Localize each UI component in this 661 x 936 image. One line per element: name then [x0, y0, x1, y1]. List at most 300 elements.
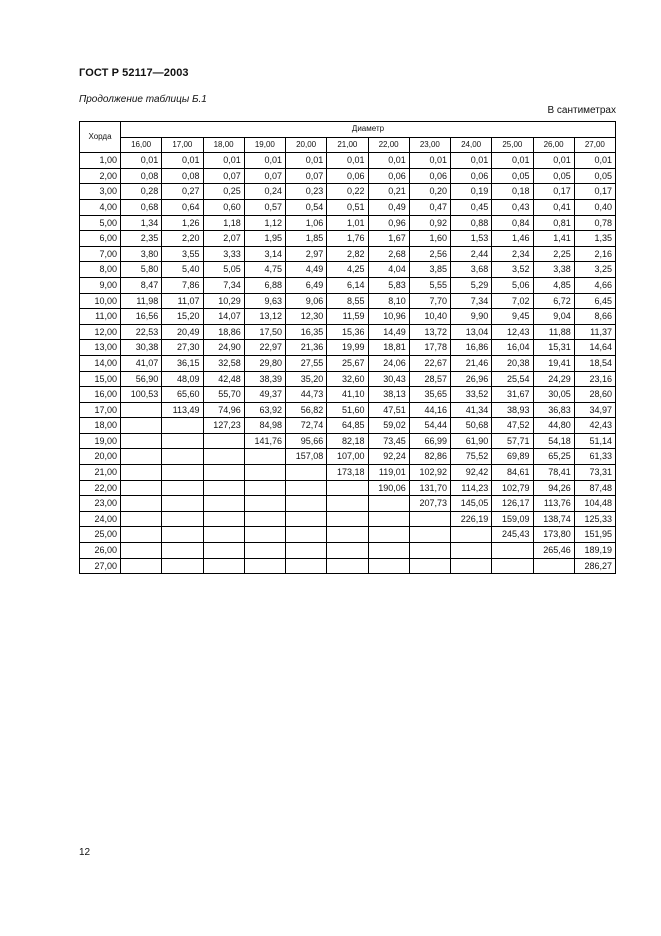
table-cell [244, 496, 285, 512]
table-cell: 9,63 [244, 293, 285, 309]
chord-value: 19,00 [80, 433, 121, 449]
table-cell [451, 558, 492, 574]
table-cell: 5,80 [121, 262, 162, 278]
table-cell [244, 558, 285, 574]
chord-diameter-table [79, 121, 616, 574]
table-cell: 16,86 [451, 340, 492, 356]
table-cell: 173,80 [533, 527, 574, 543]
table-cell: 6,14 [327, 277, 368, 293]
table-cell [286, 465, 327, 481]
table-cell: 100,53 [121, 387, 162, 403]
table-cell: 5,29 [451, 277, 492, 293]
table-cell: 42,48 [203, 371, 244, 387]
table-row [80, 309, 616, 325]
diameter-value: 26,00 [533, 137, 574, 153]
table-row [80, 262, 616, 278]
table-cell: 2,07 [203, 231, 244, 247]
table-row [80, 277, 616, 293]
table-cell [451, 543, 492, 559]
table-body [80, 153, 616, 574]
table-row [80, 355, 616, 371]
table-cell: 2,35 [121, 231, 162, 247]
table-cell: 54,44 [409, 418, 450, 434]
table-cell: 35,20 [286, 371, 327, 387]
table-cell: 92,42 [451, 465, 492, 481]
diameter-value: 19,00 [244, 137, 285, 153]
table-cell [492, 558, 533, 574]
table-cell [409, 543, 450, 559]
table-cell: 0,06 [327, 168, 368, 184]
table-cell: 14,49 [368, 324, 409, 340]
table-cell: 24,90 [203, 340, 244, 356]
chord-value: 6,00 [80, 231, 121, 247]
table-cell: 36,83 [533, 402, 574, 418]
page-number: 12 [79, 847, 91, 858]
table-cell: 16,56 [121, 309, 162, 325]
table-cell [286, 496, 327, 512]
table-cell: 190,06 [368, 480, 409, 496]
table-cell: 141,76 [244, 433, 285, 449]
table-cell [533, 558, 574, 574]
chord-value: 7,00 [80, 246, 121, 262]
table-row [80, 465, 616, 481]
table-cell [286, 543, 327, 559]
table-row [80, 168, 616, 184]
table-cell: 0,64 [162, 199, 203, 215]
table-cell: 1,46 [492, 231, 533, 247]
table-cell: 8,10 [368, 293, 409, 309]
table-cell [327, 527, 368, 543]
table-cell: 4,25 [327, 262, 368, 278]
table-cell: 4,66 [574, 277, 615, 293]
table-cell: 11,59 [327, 309, 368, 325]
table-row [80, 527, 616, 543]
table-cell: 61,33 [574, 449, 615, 465]
table-cell [286, 511, 327, 527]
table-cell: 11,37 [574, 324, 615, 340]
table-cell: 0,60 [203, 199, 244, 215]
table-cell: 113,49 [162, 402, 203, 418]
table-cell: 3,25 [574, 262, 615, 278]
table-cell: 64,85 [327, 418, 368, 434]
table-cell: 65,60 [162, 387, 203, 403]
table-cell: 0,01 [244, 153, 285, 169]
table-cell [121, 465, 162, 481]
table-cell: 3,80 [121, 246, 162, 262]
table-cell: 41,34 [451, 402, 492, 418]
table-cell: 4,04 [368, 262, 409, 278]
table-cell: 138,74 [533, 511, 574, 527]
diameter-value: 22,00 [368, 137, 409, 153]
table-cell [162, 511, 203, 527]
diameter-values-row [80, 137, 616, 153]
table-cell [203, 465, 244, 481]
table-cell: 12,30 [286, 309, 327, 325]
table-cell: 2,16 [574, 246, 615, 262]
table-cell: 65,25 [533, 449, 574, 465]
table-cell: 1,18 [203, 215, 244, 231]
table-cell [327, 558, 368, 574]
table-cell: 0,25 [203, 184, 244, 200]
chord-value: 10,00 [80, 293, 121, 309]
table-cell: 56,82 [286, 402, 327, 418]
table-cell: 6,88 [244, 277, 285, 293]
chord-value: 20,00 [80, 449, 121, 465]
table-cell: 1,76 [327, 231, 368, 247]
table-cell: 9,90 [451, 309, 492, 325]
table-cell: 25,54 [492, 371, 533, 387]
table-row [80, 387, 616, 403]
chord-value: 16,00 [80, 387, 121, 403]
table-cell: 0,17 [574, 184, 615, 200]
table-cell: 41,10 [327, 387, 368, 403]
table-cell: 145,05 [451, 496, 492, 512]
table-cell: 15,31 [533, 340, 574, 356]
chord-value: 2,00 [80, 168, 121, 184]
table-cell: 28,60 [574, 387, 615, 403]
table-cell [121, 496, 162, 512]
table-cell: 42,43 [574, 418, 615, 434]
table-cell: 9,45 [492, 309, 533, 325]
table-cell: 0,01 [451, 153, 492, 169]
table-cell: 126,17 [492, 496, 533, 512]
table-cell: 11,07 [162, 293, 203, 309]
table-cell: 47,52 [492, 418, 533, 434]
diameter-value: 18,00 [203, 137, 244, 153]
table-cell: 33,52 [451, 387, 492, 403]
table-cell: 82,86 [409, 449, 450, 465]
table-cell: 102,92 [409, 465, 450, 481]
chord-value: 11,00 [80, 309, 121, 325]
chord-value: 1,00 [80, 153, 121, 169]
table-cell: 125,33 [574, 511, 615, 527]
table-cell [121, 402, 162, 418]
table-cell: 5,06 [492, 277, 533, 293]
chord-value: 14,00 [80, 355, 121, 371]
table-cell [244, 480, 285, 496]
diameter-value: 16,00 [121, 137, 162, 153]
table-cell [162, 449, 203, 465]
table-cell: 34,97 [574, 402, 615, 418]
table-cell: 75,52 [451, 449, 492, 465]
table-cell: 5,83 [368, 277, 409, 293]
table-cell: 113,76 [533, 496, 574, 512]
table-cell: 6,72 [533, 293, 574, 309]
table-cell [368, 511, 409, 527]
chord-value: 13,00 [80, 340, 121, 356]
table-cell: 107,00 [327, 449, 368, 465]
table-cell: 0,08 [162, 168, 203, 184]
table-cell: 173,18 [327, 465, 368, 481]
table-cell [203, 433, 244, 449]
table-cell: 8,66 [574, 309, 615, 325]
table-cell: 0,17 [533, 184, 574, 200]
table-cell: 151,95 [574, 527, 615, 543]
table-cell: 1,34 [121, 215, 162, 231]
table-cell: 73,45 [368, 433, 409, 449]
table-cell: 0,01 [203, 153, 244, 169]
table-cell: 2,20 [162, 231, 203, 247]
table-cell: 11,98 [121, 293, 162, 309]
table-cell: 0,84 [492, 215, 533, 231]
table-cell: 0,68 [121, 199, 162, 215]
table-cell [203, 511, 244, 527]
table-cell: 0,01 [409, 153, 450, 169]
table-cell: 0,06 [409, 168, 450, 184]
table-cell [121, 511, 162, 527]
table-cell: 61,90 [451, 433, 492, 449]
table-cell: 0,47 [409, 199, 450, 215]
table-cell: 0,54 [286, 199, 327, 215]
table-cell: 1,67 [368, 231, 409, 247]
table-cell: 12,43 [492, 324, 533, 340]
table-cell: 0,07 [244, 168, 285, 184]
table-cell: 14,07 [203, 309, 244, 325]
table-cell: 0,05 [574, 168, 615, 184]
table-cell [121, 543, 162, 559]
table-row [80, 246, 616, 262]
chord-value: 3,00 [80, 184, 121, 200]
table-cell: 48,09 [162, 371, 203, 387]
table-cell: 74,96 [203, 402, 244, 418]
table-cell: 14,64 [574, 340, 615, 356]
table-row [80, 496, 616, 512]
table-row [80, 418, 616, 434]
table-cell: 0,27 [162, 184, 203, 200]
table-cell [162, 543, 203, 559]
table-cell: 22,67 [409, 355, 450, 371]
table-cell: 10,29 [203, 293, 244, 309]
table-cell [121, 449, 162, 465]
table-cell: 1,85 [286, 231, 327, 247]
table-cell: 18,54 [574, 355, 615, 371]
table-cell: 1,06 [286, 215, 327, 231]
chord-value: 23,00 [80, 496, 121, 512]
table-cell: 9,06 [286, 293, 327, 309]
table-cell: 5,55 [409, 277, 450, 293]
table-cell: 29,80 [244, 355, 285, 371]
table-cell: 92,24 [368, 449, 409, 465]
table-cell: 32,60 [327, 371, 368, 387]
chord-value: 24,00 [80, 511, 121, 527]
table-cell: 0,07 [203, 168, 244, 184]
table-cell: 36,15 [162, 355, 203, 371]
table-cell: 31,67 [492, 387, 533, 403]
table-cell [162, 465, 203, 481]
table-cell: 22,53 [121, 324, 162, 340]
chord-value: 8,00 [80, 262, 121, 278]
table-cell: 2,56 [409, 246, 450, 262]
diameter-value: 25,00 [492, 137, 533, 153]
table-cell: 0,57 [244, 199, 285, 215]
table-cell: 0,24 [244, 184, 285, 200]
chord-value: 27,00 [80, 558, 121, 574]
table-cell: 44,16 [409, 402, 450, 418]
diameter-value: 27,00 [574, 137, 615, 153]
table-cell: 0,23 [286, 184, 327, 200]
table-cell: 38,13 [368, 387, 409, 403]
table-cell: 9,04 [533, 309, 574, 325]
table-cell: 0,88 [451, 215, 492, 231]
table-cell: 28,57 [409, 371, 450, 387]
table-cell: 0,22 [327, 184, 368, 200]
table-cell [368, 527, 409, 543]
table-cell [286, 527, 327, 543]
chord-header: Хорда [80, 122, 121, 153]
table-row [80, 480, 616, 496]
table-cell: 19,41 [533, 355, 574, 371]
table-cell: 23,16 [574, 371, 615, 387]
table-cell [368, 496, 409, 512]
document-code: ГОСТ Р 52117—2003 [79, 67, 189, 79]
diameter-value: 21,00 [327, 137, 368, 153]
table-cell: 131,70 [409, 480, 450, 496]
table-cell: 0,06 [368, 168, 409, 184]
table-cell: 21,46 [451, 355, 492, 371]
table-cell: 0,19 [451, 184, 492, 200]
table-cell: 114,23 [451, 480, 492, 496]
table-cell: 0,01 [286, 153, 327, 169]
table-cell: 207,73 [409, 496, 450, 512]
table-cell: 87,48 [574, 480, 615, 496]
table-cell: 1,60 [409, 231, 450, 247]
table-cell [162, 480, 203, 496]
chord-value: 17,00 [80, 402, 121, 418]
table-cell: 84,98 [244, 418, 285, 434]
table-cell: 17,50 [244, 324, 285, 340]
table-cell: 8,55 [327, 293, 368, 309]
table-cell: 0,81 [533, 215, 574, 231]
chord-value: 5,00 [80, 215, 121, 231]
table-cell [121, 418, 162, 434]
diameter-value: 17,00 [162, 137, 203, 153]
table-cell: 7,70 [409, 293, 450, 309]
table-cell [368, 543, 409, 559]
table-cell [286, 480, 327, 496]
table-cell [121, 558, 162, 574]
table-cell: 0,51 [327, 199, 368, 215]
table-cell: 17,78 [409, 340, 450, 356]
table-cell: 44,73 [286, 387, 327, 403]
table-cell: 119,01 [368, 465, 409, 481]
table-cell: 3,33 [203, 246, 244, 262]
chord-value: 4,00 [80, 199, 121, 215]
table-cell [203, 496, 244, 512]
table-cell: 10,40 [409, 309, 450, 325]
table-row [80, 293, 616, 309]
chord-value: 21,00 [80, 465, 121, 481]
table-cell [451, 527, 492, 543]
table-cell: 0,08 [121, 168, 162, 184]
diameter-header: Диаметр [121, 122, 616, 138]
table-cell: 6,49 [286, 277, 327, 293]
table-cell: 44,80 [533, 418, 574, 434]
table-cell [327, 496, 368, 512]
table-cell [203, 527, 244, 543]
table-cell: 25,67 [327, 355, 368, 371]
table-cell: 0,21 [368, 184, 409, 200]
diameter-value: 20,00 [286, 137, 327, 153]
table-cell: 1,12 [244, 215, 285, 231]
table-cell: 56,90 [121, 371, 162, 387]
table-cell: 1,53 [451, 231, 492, 247]
table-row [80, 433, 616, 449]
table-cell [409, 511, 450, 527]
table-row [80, 558, 616, 574]
table-cell: 55,70 [203, 387, 244, 403]
table-cell: 20,49 [162, 324, 203, 340]
table-cell: 4,75 [244, 262, 285, 278]
table-cell: 0,01 [574, 153, 615, 169]
table-cell: 22,97 [244, 340, 285, 356]
table-cell: 0,01 [533, 153, 574, 169]
table-row [80, 371, 616, 387]
table-cell: 51,14 [574, 433, 615, 449]
table-cell: 245,43 [492, 527, 533, 543]
table-cell: 7,34 [451, 293, 492, 309]
table-cell: 0,01 [327, 153, 368, 169]
table-cell [244, 465, 285, 481]
table-cell: 49,37 [244, 387, 285, 403]
table-cell: 0,01 [162, 153, 203, 169]
table-cell: 20,38 [492, 355, 533, 371]
table-cell [286, 558, 327, 574]
table-cell: 7,34 [203, 277, 244, 293]
table-cell: 3,38 [533, 262, 574, 278]
table-cell: 0,45 [451, 199, 492, 215]
table-cell: 102,79 [492, 480, 533, 496]
table-cell: 2,34 [492, 246, 533, 262]
table-cell: 0,40 [574, 199, 615, 215]
units-label: В сантиметрах [547, 105, 616, 116]
table-row [80, 153, 616, 169]
table-cell [203, 449, 244, 465]
table-cell: 1,95 [244, 231, 285, 247]
table-cell [409, 527, 450, 543]
table-cell: 51,60 [327, 402, 368, 418]
table-row [80, 199, 616, 215]
table-cell: 41,07 [121, 355, 162, 371]
table-cell [409, 558, 450, 574]
table-cell [203, 480, 244, 496]
table-cell: 32,58 [203, 355, 244, 371]
chord-value: 25,00 [80, 527, 121, 543]
table-cell: 1,35 [574, 231, 615, 247]
table-cell [327, 511, 368, 527]
table-cell: 0,06 [451, 168, 492, 184]
table-cell: 127,23 [203, 418, 244, 434]
chord-value: 22,00 [80, 480, 121, 496]
table-cell: 73,31 [574, 465, 615, 481]
table-cell: 82,18 [327, 433, 368, 449]
table-cell: 94,26 [533, 480, 574, 496]
table-cell: 104,48 [574, 496, 615, 512]
table-cell [121, 527, 162, 543]
table-cell: 54,18 [533, 433, 574, 449]
diameter-value: 24,00 [451, 137, 492, 153]
table-cell [244, 449, 285, 465]
table-row [80, 543, 616, 559]
table-cell: 13,04 [451, 324, 492, 340]
table-cell: 47,51 [368, 402, 409, 418]
table-cell: 0,18 [492, 184, 533, 200]
table-row [80, 511, 616, 527]
table-cell: 63,92 [244, 402, 285, 418]
table-cell: 286,27 [574, 558, 615, 574]
table-cell: 0,01 [121, 153, 162, 169]
table-row [80, 449, 616, 465]
table-cell: 30,05 [533, 387, 574, 403]
